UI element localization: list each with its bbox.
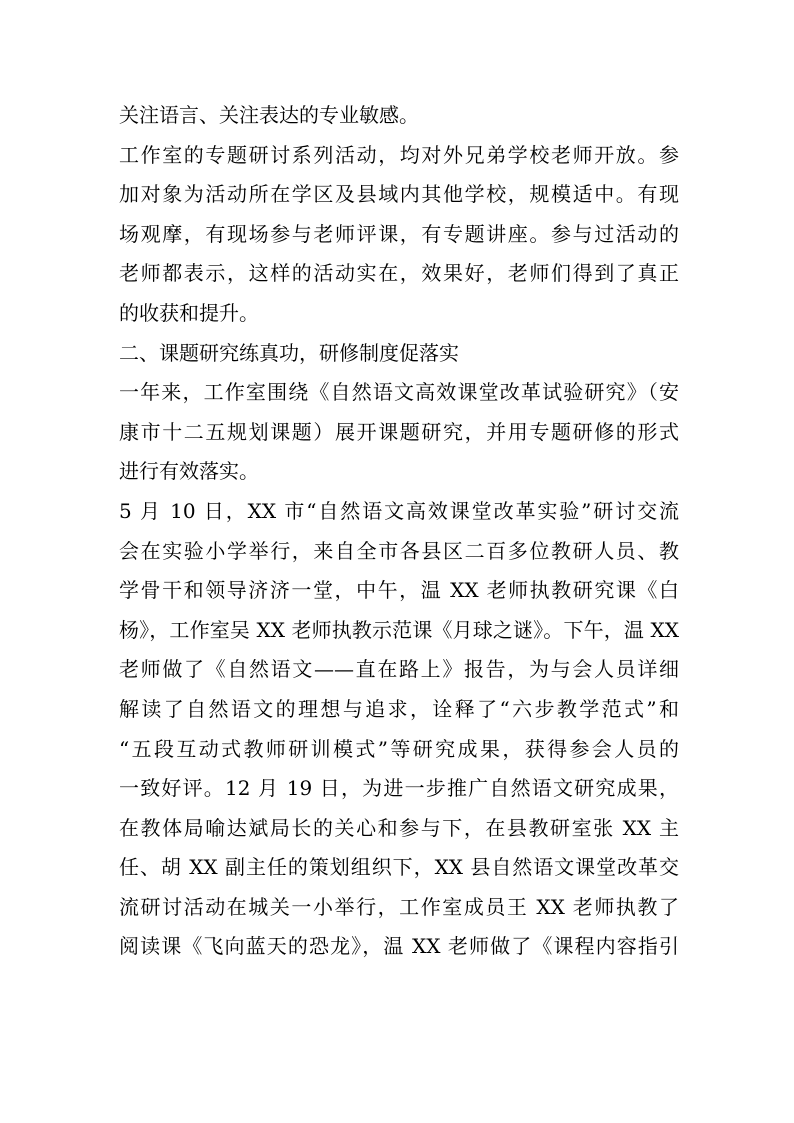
- text-line: 在教体局喻达斌局长的关心和参与下，在县教研室张 XX 主: [119, 815, 679, 840]
- text-line: 学骨干和领导济济一堂，中午，温 XX 老师执教研究课《白: [119, 578, 679, 603]
- text-line: 老师做了《自然语文——直在路上》报告，为与会人员详细: [119, 657, 679, 682]
- text-line: 关注语言、关注表达的专业敏感。: [119, 103, 419, 127]
- text-line: 杨》，工作室吴 XX 老师执教示范课《月球之谜》。下午，温 XX: [119, 617, 679, 642]
- text-line: 二、课题研究练真功，研修制度促落实: [119, 340, 459, 365]
- text-line: “五段互动式教师研训模式”等研究成果，获得参会人员的: [119, 736, 679, 761]
- text-line: 一致好评。12 月 19 日，为进一步推广自然语文研究成果，: [119, 776, 679, 801]
- text-line: 康市十二五规划课题）展开课题研究，并用专题研修的形式: [119, 419, 679, 444]
- text-line: 加对象为活动所在学区及县域内其他学校，规模适中。有现: [119, 182, 679, 207]
- text-line: 场观摩，有现场参与老师评课，有专题讲座。参与过活动的: [119, 221, 679, 246]
- text-line: 流研讨活动在城关一小举行，工作室成员王 XX 老师执教了: [119, 894, 679, 919]
- text-line: 会在实验小学举行，来自全市各县区二百多位教研人员、教: [119, 538, 679, 563]
- text-line: 解读了自然语文的理想与追求，诠释了“六步教学范式”和: [119, 696, 679, 721]
- text-line: 任、胡 XX 副主任的策划组织下，XX 县自然语文课堂改革交: [119, 855, 679, 880]
- text-line: 老师都表示，这样的活动实在，效果好，老师们得到了真正: [119, 261, 679, 286]
- text-line: 一年来，工作室围绕《自然语文高效课堂改革试验研究》（安: [119, 380, 679, 405]
- text-line: 阅读课《飞向蓝天的恐龙》，温 XX 老师做了《课程内容指引: [119, 934, 679, 959]
- text-line: 5 月 10 日，XX 市“自然语文高效课堂改革实验”研讨交流: [119, 498, 679, 523]
- text-line: 进行有效落实。: [119, 459, 259, 484]
- text-line: 工作室的专题研讨系列活动，均对外兄弟学校老师开放。参: [119, 142, 679, 167]
- document-body: [119, 96, 679, 967]
- text-line: 的收获和提升。: [119, 300, 259, 325]
